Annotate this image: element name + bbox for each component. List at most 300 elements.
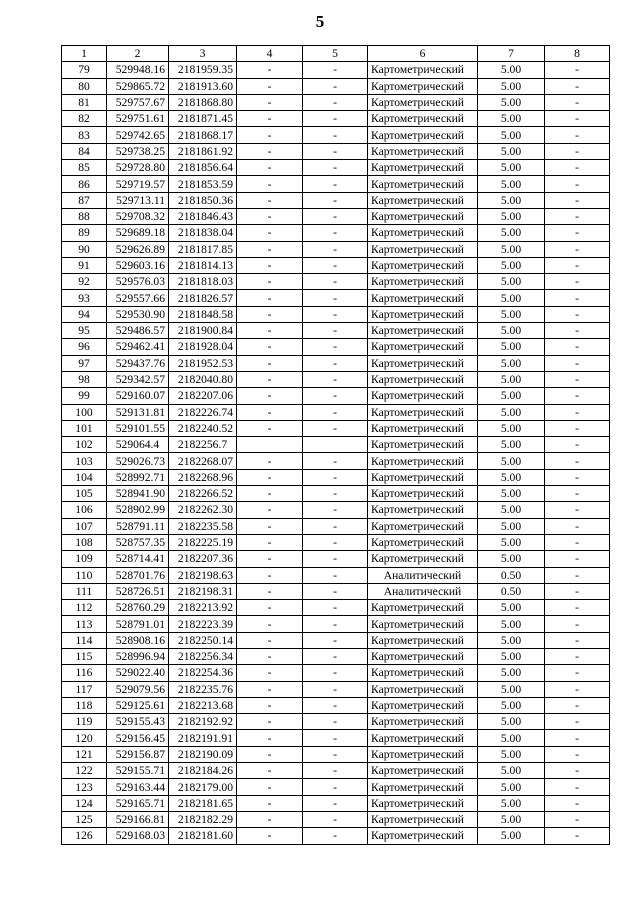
table-row	[62, 78, 610, 94]
accuracy-cell: 5.00	[478, 111, 545, 127]
column-8-cell: -	[545, 208, 610, 224]
column-8-cell: -	[545, 78, 610, 94]
x-coordinate-cell: 529486.57	[107, 323, 169, 339]
column-8-cell: -	[545, 828, 610, 844]
column-5-cell: -	[303, 192, 368, 208]
x-coordinate-cell: 529342.57	[107, 371, 169, 387]
y-coordinate-cell: 2182207.36	[169, 551, 237, 567]
y-coordinate-cell: 2182213.92	[169, 600, 237, 616]
table-row	[62, 404, 610, 420]
table-row	[62, 697, 610, 713]
column-header: 6	[368, 46, 478, 62]
method-cell: Картометрический	[368, 697, 478, 713]
column-4-cell: -	[237, 176, 303, 192]
accuracy-cell: 5.00	[478, 551, 545, 567]
x-coordinate-cell: 528941.90	[107, 486, 169, 502]
table-row	[62, 290, 610, 306]
y-coordinate-cell: 2181826.57	[169, 290, 237, 306]
method-cell: Картометрический	[368, 534, 478, 550]
table-row	[62, 730, 610, 746]
x-coordinate-cell: 529156.87	[107, 746, 169, 762]
column-4-cell: -	[237, 616, 303, 632]
table-row	[62, 567, 610, 583]
y-coordinate-cell: 2182266.52	[169, 486, 237, 502]
column-4-cell: -	[237, 697, 303, 713]
point-number-cell: 101	[62, 420, 107, 436]
column-4-cell	[237, 437, 303, 453]
point-number-cell: 113	[62, 616, 107, 632]
y-coordinate-cell: 2182190.09	[169, 746, 237, 762]
column-8-cell: -	[545, 518, 610, 534]
y-coordinate-cell: 2182198.31	[169, 583, 237, 599]
point-number-cell: 118	[62, 697, 107, 713]
y-coordinate-cell: 2181900.84	[169, 323, 237, 339]
point-number-cell: 85	[62, 160, 107, 176]
y-coordinate-cell: 2181838.04	[169, 225, 237, 241]
point-number-cell: 108	[62, 534, 107, 550]
column-4-cell: -	[237, 257, 303, 273]
accuracy-cell: 5.00	[478, 648, 545, 664]
column-4-cell: -	[237, 78, 303, 94]
accuracy-cell: 5.00	[478, 94, 545, 110]
x-coordinate-cell: 529738.25	[107, 143, 169, 159]
x-coordinate-cell: 528726.51	[107, 583, 169, 599]
x-coordinate-cell: 529728.80	[107, 160, 169, 176]
column-8-cell: -	[545, 502, 610, 518]
column-4-cell: -	[237, 339, 303, 355]
column-5-cell: -	[303, 600, 368, 616]
point-number-cell: 86	[62, 176, 107, 192]
point-number-cell: 99	[62, 388, 107, 404]
column-8-cell: -	[545, 469, 610, 485]
accuracy-cell: 5.00	[478, 257, 545, 273]
method-cell: Картометрический	[368, 208, 478, 224]
point-number-cell: 104	[62, 469, 107, 485]
table-row	[62, 534, 610, 550]
accuracy-cell: 5.00	[478, 371, 545, 387]
table-row	[62, 648, 610, 664]
point-number-cell: 109	[62, 551, 107, 567]
column-4-cell: -	[237, 795, 303, 811]
column-5-cell: -	[303, 274, 368, 290]
point-number-cell: 84	[62, 143, 107, 159]
column-5-cell: -	[303, 290, 368, 306]
accuracy-cell: 5.00	[478, 469, 545, 485]
y-coordinate-cell: 2182184.26	[169, 763, 237, 779]
y-coordinate-cell: 2182226.74	[169, 404, 237, 420]
table-row	[62, 62, 610, 78]
column-5-cell: -	[303, 534, 368, 550]
column-5-cell: -	[303, 453, 368, 469]
column-4-cell: -	[237, 62, 303, 78]
method-cell: Картометрический	[368, 502, 478, 518]
method-cell: Картометрический	[368, 143, 478, 159]
y-coordinate-cell: 2182256.34	[169, 648, 237, 664]
method-cell: Картометрический	[368, 453, 478, 469]
table-row	[62, 257, 610, 273]
x-coordinate-cell: 529160.07	[107, 388, 169, 404]
method-cell: Картометрический	[368, 290, 478, 306]
point-number-cell: 106	[62, 502, 107, 518]
x-coordinate-cell: 529156.45	[107, 730, 169, 746]
method-cell: Картометрический	[368, 111, 478, 127]
table-row	[62, 502, 610, 518]
column-5-cell: -	[303, 404, 368, 420]
y-coordinate-cell: 2181818.03	[169, 274, 237, 290]
accuracy-cell: 5.00	[478, 420, 545, 436]
column-5-cell: -	[303, 127, 368, 143]
column-5-cell: -	[303, 420, 368, 436]
column-4-cell: -	[237, 502, 303, 518]
y-coordinate-cell: 2182198.63	[169, 567, 237, 583]
column-5-cell: -	[303, 241, 368, 257]
column-8-cell: -	[545, 437, 610, 453]
column-8-cell: -	[545, 274, 610, 290]
y-coordinate-cell: 2182182.29	[169, 811, 237, 827]
y-coordinate-cell: 2182181.65	[169, 795, 237, 811]
column-4-cell: -	[237, 290, 303, 306]
column-8-cell: -	[545, 176, 610, 192]
accuracy-cell: 5.00	[478, 779, 545, 795]
column-4-cell: -	[237, 94, 303, 110]
y-coordinate-cell: 2182268.07	[169, 453, 237, 469]
method-cell: Картометрический	[368, 730, 478, 746]
x-coordinate-cell: 529576.03	[107, 274, 169, 290]
column-header: 2	[107, 46, 169, 62]
accuracy-cell: 5.00	[478, 143, 545, 159]
column-4-cell: -	[237, 567, 303, 583]
accuracy-cell: 5.00	[478, 437, 545, 453]
point-number-cell: 90	[62, 241, 107, 257]
column-5-cell	[303, 437, 368, 453]
accuracy-cell: 5.00	[478, 828, 545, 844]
column-5-cell: -	[303, 111, 368, 127]
point-number-cell: 114	[62, 632, 107, 648]
method-cell: Картометрический	[368, 62, 478, 78]
x-coordinate-cell: 529165.71	[107, 795, 169, 811]
accuracy-cell: 5.00	[478, 225, 545, 241]
column-4-cell: -	[237, 388, 303, 404]
column-5-cell: -	[303, 632, 368, 648]
column-5-cell: -	[303, 306, 368, 322]
accuracy-cell: 5.00	[478, 746, 545, 762]
column-5-cell: -	[303, 160, 368, 176]
point-number-cell: 103	[62, 453, 107, 469]
y-coordinate-cell: 2181913.60	[169, 78, 237, 94]
column-8-cell: -	[545, 323, 610, 339]
accuracy-cell: 5.00	[478, 160, 545, 176]
point-number-cell: 82	[62, 111, 107, 127]
column-4-cell: -	[237, 763, 303, 779]
point-number-cell: 126	[62, 828, 107, 844]
column-8-cell: -	[545, 697, 610, 713]
column-4-cell: -	[237, 192, 303, 208]
method-cell: Картометрический	[368, 437, 478, 453]
x-coordinate-cell: 528992.71	[107, 469, 169, 485]
column-8-cell: -	[545, 225, 610, 241]
column-8-cell: -	[545, 746, 610, 762]
method-cell: Картометрический	[368, 78, 478, 94]
method-cell: Картометрический	[368, 616, 478, 632]
table-row	[62, 225, 610, 241]
method-cell: Картометрический	[368, 811, 478, 827]
y-coordinate-cell: 2181868.80	[169, 94, 237, 110]
column-5-cell: -	[303, 176, 368, 192]
table-row	[62, 746, 610, 762]
x-coordinate-cell: 529708.32	[107, 208, 169, 224]
x-coordinate-cell: 529155.43	[107, 714, 169, 730]
x-coordinate-cell: 528757.35	[107, 534, 169, 550]
column-8-cell: -	[545, 404, 610, 420]
column-5-cell: -	[303, 763, 368, 779]
accuracy-cell: 5.00	[478, 127, 545, 143]
method-cell: Картометрический	[368, 763, 478, 779]
x-coordinate-cell: 529022.40	[107, 665, 169, 681]
x-coordinate-cell: 529626.89	[107, 241, 169, 257]
table-row	[62, 371, 610, 387]
x-coordinate-cell: 528760.29	[107, 600, 169, 616]
y-coordinate-cell: 2182181.60	[169, 828, 237, 844]
y-coordinate-cell: 2181871.45	[169, 111, 237, 127]
column-4-cell: -	[237, 551, 303, 567]
column-8-cell: -	[545, 388, 610, 404]
accuracy-cell: 0.50	[478, 567, 545, 583]
column-8-cell: -	[545, 371, 610, 387]
method-cell: Картометрический	[368, 323, 478, 339]
table-row	[62, 714, 610, 730]
accuracy-cell: 5.00	[478, 681, 545, 697]
table-row	[62, 420, 610, 436]
table-row	[62, 143, 610, 159]
method-cell: Картометрический	[368, 779, 478, 795]
point-number-cell: 94	[62, 306, 107, 322]
column-4-cell: -	[237, 225, 303, 241]
x-coordinate-cell: 528701.76	[107, 567, 169, 583]
column-5-cell: -	[303, 355, 368, 371]
x-coordinate-cell: 529757.67	[107, 94, 169, 110]
x-coordinate-cell: 529603.16	[107, 257, 169, 273]
accuracy-cell: 5.00	[478, 632, 545, 648]
point-number-cell: 98	[62, 371, 107, 387]
x-coordinate-cell: 528996.94	[107, 648, 169, 664]
accuracy-cell: 5.00	[478, 290, 545, 306]
y-coordinate-cell: 2181853.59	[169, 176, 237, 192]
accuracy-cell: 5.00	[478, 404, 545, 420]
method-cell: Картометрический	[368, 127, 478, 143]
point-number-cell: 102	[62, 437, 107, 453]
x-coordinate-cell: 529155.71	[107, 763, 169, 779]
column-8-cell: -	[545, 62, 610, 78]
accuracy-cell: 5.00	[478, 192, 545, 208]
column-5-cell: -	[303, 665, 368, 681]
table-row	[62, 828, 610, 844]
accuracy-cell: 5.00	[478, 665, 545, 681]
column-5-cell: -	[303, 257, 368, 273]
table-row	[62, 600, 610, 616]
table-row	[62, 551, 610, 567]
column-8-cell: -	[545, 192, 610, 208]
y-coordinate-cell: 2181868.17	[169, 127, 237, 143]
column-4-cell: -	[237, 779, 303, 795]
accuracy-cell: 5.00	[478, 306, 545, 322]
x-coordinate-cell: 529530.90	[107, 306, 169, 322]
column-5-cell: -	[303, 746, 368, 762]
column-8-cell: -	[545, 632, 610, 648]
method-cell: Картометрический	[368, 241, 478, 257]
column-4-cell: -	[237, 323, 303, 339]
table-row	[62, 437, 610, 453]
table-row	[62, 306, 610, 322]
accuracy-cell: 5.00	[478, 62, 545, 78]
column-5-cell: -	[303, 486, 368, 502]
column-8-cell: -	[545, 486, 610, 502]
coordinates-table	[61, 45, 610, 845]
point-number-cell: 107	[62, 518, 107, 534]
y-coordinate-cell: 2181959.35	[169, 62, 237, 78]
column-5-cell: -	[303, 795, 368, 811]
point-number-cell: 111	[62, 583, 107, 599]
method-cell: Картометрический	[368, 160, 478, 176]
method-cell: Картометрический	[368, 828, 478, 844]
table-row	[62, 486, 610, 502]
column-4-cell: -	[237, 404, 303, 420]
column-4-cell: -	[237, 518, 303, 534]
column-8-cell: -	[545, 127, 610, 143]
table-row	[62, 241, 610, 257]
method-cell: Аналитический	[368, 567, 478, 583]
point-number-cell: 87	[62, 192, 107, 208]
column-4-cell: -	[237, 241, 303, 257]
y-coordinate-cell: 2182240.52	[169, 420, 237, 436]
column-4-cell: -	[237, 355, 303, 371]
accuracy-cell: 5.00	[478, 697, 545, 713]
page-number: 5	[315, 12, 325, 31]
table-row	[62, 192, 610, 208]
y-coordinate-cell: 2181848.58	[169, 306, 237, 322]
method-cell: Картометрический	[368, 632, 478, 648]
column-4-cell: -	[237, 714, 303, 730]
column-5-cell: -	[303, 714, 368, 730]
column-4-cell: -	[237, 648, 303, 664]
accuracy-cell: 5.00	[478, 616, 545, 632]
accuracy-cell: 5.00	[478, 714, 545, 730]
point-number-cell: 121	[62, 746, 107, 762]
column-header: 7	[478, 46, 545, 62]
accuracy-cell: 5.00	[478, 339, 545, 355]
point-number-cell: 117	[62, 681, 107, 697]
y-coordinate-cell: 2181928.04	[169, 339, 237, 355]
point-number-cell: 116	[62, 665, 107, 681]
column-5-cell: -	[303, 583, 368, 599]
y-coordinate-cell: 2181856.64	[169, 160, 237, 176]
table-row	[62, 779, 610, 795]
x-coordinate-cell: 529168.03	[107, 828, 169, 844]
column-5-cell: -	[303, 502, 368, 518]
accuracy-cell: 5.00	[478, 502, 545, 518]
x-coordinate-cell: 529125.61	[107, 697, 169, 713]
column-5-cell: -	[303, 339, 368, 355]
y-coordinate-cell: 2182192.92	[169, 714, 237, 730]
y-coordinate-cell: 2182250.14	[169, 632, 237, 648]
method-cell: Картометрический	[368, 681, 478, 697]
column-8-cell: -	[545, 290, 610, 306]
point-number-cell: 125	[62, 811, 107, 827]
y-coordinate-cell: 2181861.92	[169, 143, 237, 159]
column-8-cell: -	[545, 420, 610, 436]
column-4-cell: -	[237, 534, 303, 550]
column-4-cell: -	[237, 600, 303, 616]
y-coordinate-cell: 2182256.7	[169, 437, 237, 453]
method-cell: Картометрический	[368, 714, 478, 730]
column-5-cell: -	[303, 469, 368, 485]
x-coordinate-cell: 529064.4	[107, 437, 169, 453]
x-coordinate-cell: 528714.41	[107, 551, 169, 567]
y-coordinate-cell: 2181846.43	[169, 208, 237, 224]
method-cell: Картометрический	[368, 355, 478, 371]
table-header-row	[62, 46, 610, 62]
column-5-cell: -	[303, 730, 368, 746]
method-cell: Картометрический	[368, 795, 478, 811]
column-4-cell: -	[237, 127, 303, 143]
x-coordinate-cell: 529865.72	[107, 78, 169, 94]
method-cell: Аналитический	[368, 583, 478, 599]
column-5-cell: -	[303, 62, 368, 78]
column-8-cell: -	[545, 795, 610, 811]
column-8-cell: -	[545, 355, 610, 371]
column-5-cell: -	[303, 323, 368, 339]
column-8-cell: -	[545, 616, 610, 632]
table-row	[62, 274, 610, 290]
method-cell: Картометрический	[368, 486, 478, 502]
point-number-cell: 81	[62, 94, 107, 110]
column-5-cell: -	[303, 779, 368, 795]
x-coordinate-cell: 529166.81	[107, 811, 169, 827]
table-row	[62, 94, 610, 110]
table-row	[62, 453, 610, 469]
x-coordinate-cell: 529557.66	[107, 290, 169, 306]
column-4-cell: -	[237, 632, 303, 648]
method-cell: Картометрический	[368, 257, 478, 273]
point-number-cell: 115	[62, 648, 107, 664]
method-cell: Картометрический	[368, 469, 478, 485]
y-coordinate-cell: 2182191.91	[169, 730, 237, 746]
table-row	[62, 811, 610, 827]
column-5-cell: -	[303, 143, 368, 159]
y-coordinate-cell: 2182254.36	[169, 665, 237, 681]
column-8-cell: -	[545, 306, 610, 322]
accuracy-cell: 5.00	[478, 811, 545, 827]
accuracy-cell: 5.00	[478, 274, 545, 290]
column-8-cell: -	[545, 763, 610, 779]
column-4-cell: -	[237, 681, 303, 697]
method-cell: Картометрический	[368, 404, 478, 420]
table-row	[62, 469, 610, 485]
table-row	[62, 127, 610, 143]
x-coordinate-cell: 528791.01	[107, 616, 169, 632]
accuracy-cell: 5.00	[478, 176, 545, 192]
x-coordinate-cell: 529101.55	[107, 420, 169, 436]
method-cell: Картометрический	[368, 665, 478, 681]
y-coordinate-cell: 2181952.53	[169, 355, 237, 371]
table-row	[62, 160, 610, 176]
column-4-cell: -	[237, 469, 303, 485]
accuracy-cell: 5.00	[478, 486, 545, 502]
column-5-cell: -	[303, 616, 368, 632]
method-cell: Картометрический	[368, 746, 478, 762]
x-coordinate-cell: 529742.65	[107, 127, 169, 143]
y-coordinate-cell: 2182207.06	[169, 388, 237, 404]
point-number-cell: 79	[62, 62, 107, 78]
